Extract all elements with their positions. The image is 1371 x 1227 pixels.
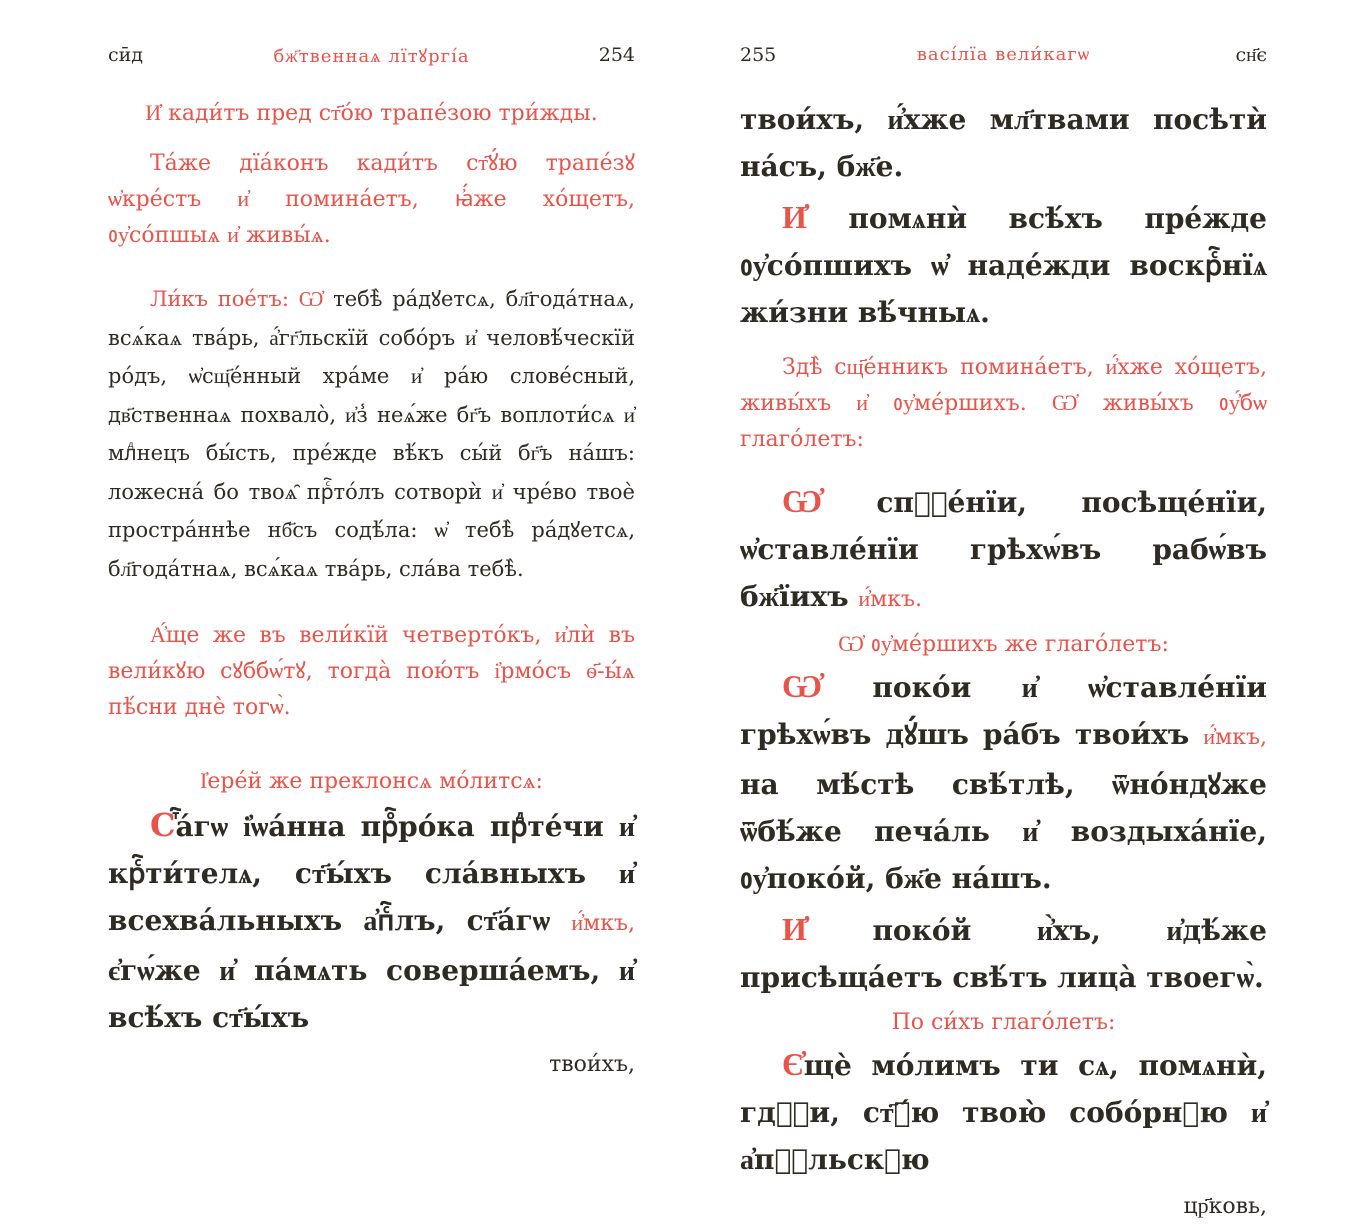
prayer-repose-text-2: на мѣ́стѣ свѣ́тлѣ, ѿно́ндꙋже ѿбѣ́же печа́ль и҆ воздыха́нїе, ᲂу҆поко́й, бж҃е на́шъ. [740, 768, 1267, 895]
prayer-living-text: спⷭ҇е́нїи, посѣще́нїи, ѡ҆ставле́нїи грѣхѡ́въ рабѡ́въ бж҃їихъ [740, 486, 1267, 613]
page-signature: сн҃є [1235, 44, 1267, 66]
left-page [0, 0, 685, 1081]
dropcap: Ѡ҆ [782, 667, 823, 705]
choir-label: Ли́къ пое́тъ: [150, 287, 289, 311]
dropcap: Ѡ҆ [782, 482, 823, 520]
rubric-departed: Ѡ҆ ᲂу҆ме́ршихъ же глаго́летъ: [838, 632, 1169, 657]
prayer-rest [740, 906, 1267, 1001]
rubric-holy-week: А҆́ще же въ вели́кїй четверто́къ, и҆лѝ въ вели́кꙋю сꙋббѡ́тꙋ, тогда̀ пою́тъ і҆рмо́съ ѳ҃-ы́ѧ пѣ́сни днѐ тогѡ̀. [108, 623, 635, 720]
left-page-header [108, 44, 635, 84]
prayer-dropcap: С [150, 806, 176, 844]
prayer-departed [740, 194, 1267, 336]
prayer-text-2: є҆гѡ́же и҆ па́мѧть соверша́емъ, и҆ всѣ́хъ ст҃ы́хъ [108, 954, 635, 1034]
page-signature: сӣд [108, 44, 144, 66]
choir-dropcap: Ѡ҆ [298, 287, 324, 311]
dropcap: И҆ [782, 910, 807, 948]
rubric-after: По си́хъ глаго́летъ: [891, 1010, 1116, 1035]
prayer-continuation: твои́хъ, и҆́хже мл҃твами посѣтѝ на́съ, бж҃е. [740, 103, 1267, 183]
prayer-repose [740, 663, 1267, 902]
choir-text: тебѣ̀ ра́дꙋетсѧ, бл҃года́тнаѧ, всѧ́каѧ тва́рь, а҆́гг҃льскїй собо́ръ и҆ человѣ́ческїй ро́дъ, ѡ҆сщ҃е́нный хра́ме и҆ ра́ю слове́сный, дв҃ственнаѧ похвало̀, и҆з̾ неѧ́же бг҃ъ воплоти́сѧ и҆ млⷣнецъ бы́сть, пре́жде вѣ́къ сы́й бг҃ъ на́шъ: ложесна́ бо твоѧ̑ прⷭ҇то́лъ сотворѝ и҆ чре́во твоѐ простра́ннѣе нб҃съ содѣ́ла: ѡ҆ тебѣ̀ ра́дꙋетсѧ, бл҃года́тнаѧ, всѧ́каѧ тва́рь, сла́ва тебѣ̀. [108, 287, 635, 581]
prayer-text-1: ⷮ҇а́гѡ і҆ѡа́нна прⷪ҇ро́ка прⷣте́чи и҆ крⷭ҇ти́телѧ, ст҃ы́хъ сла́вныхъ и҆ всехва́льныхъ а҆пⷭ҇лъ, ст҃а́гѡ [108, 810, 635, 937]
prayer-text [108, 802, 635, 1041]
page-number: 255 [740, 44, 777, 66]
prayer-rest-text: поко́й и҆̀хъ, и҆дѣ́же присѣща́етъ свѣ́тъ лица̀ твоегѡ̀. [740, 914, 1267, 994]
rubric-deacon: Та́же дїа́конъ кади́тъ ст҃ꙋ́ю трапе́зꙋ ѡ҆кре́стъ и҆ помина́етъ, ꙗ҆́же хо́щетъ, ᲂу҆со́пшыѧ и҆ живы́ѧ. [108, 151, 635, 248]
running-title: бж҃твеннаѧ лїтꙋргі́а [273, 46, 470, 67]
prayer-church [740, 1041, 1267, 1183]
rubric-commemoration: Здѣ̀ сщ҃е́нникъ помина́етъ, и҆́хже хо́щетъ, живы́хъ и҆ ᲂу҆ме́ршихъ. Ѡ҆ живы́хъ ᲂу҆́бѡ глаго́летъ: [740, 355, 1267, 452]
rubric-priest: І҆ере́й же преклонсѧ мо́литсѧ: [200, 769, 543, 794]
dropcap: Є҆ [782, 1045, 804, 1083]
dropcap: И҆ [782, 198, 807, 236]
running-title: васі́лїа вели́кагѡ [916, 44, 1091, 65]
prayer-living [740, 478, 1267, 623]
page-number: 254 [598, 44, 635, 66]
prayer-church-text: щѐ мо́лимъ ти сѧ, помѧнѝ, гдⷭ҇и, ст҃ꙋ́ю твою̀ собо́рнꙋю и҆ а҆пⷭ҇льскꙋю [740, 1049, 1267, 1176]
catchword: твои́хъ, [549, 1052, 635, 1077]
right-page-header [740, 44, 1267, 84]
right-page [686, 0, 1371, 1219]
name-placeholder: и҆́мкъ, [1203, 725, 1267, 750]
prayer-departed-text: помѧнѝ всѣ́хъ пре́жде ᲂу҆со́пшихъ ѡ҆ наде́жди воскрⷭ҇нїѧ жи́зни вѣ́чныѧ. [740, 202, 1267, 329]
rubric-censing: И҆ кади́тъ пред ст҃о́ю трапе́зою три́жды. [145, 101, 598, 126]
prayer-repose-text-1: поко́и и҆ ѡ҆ставле́нїи грѣхѡ́въ дꙋ́шъ ра́бъ твои́хъ [740, 671, 1267, 751]
name-placeholder: и҆́мкъ. [858, 587, 922, 612]
prayer-name-placeholder: и҆́мкъ, [571, 911, 635, 936]
choir-hymn [108, 280, 635, 588]
catchword: цр҃ковь, [1183, 1194, 1267, 1219]
